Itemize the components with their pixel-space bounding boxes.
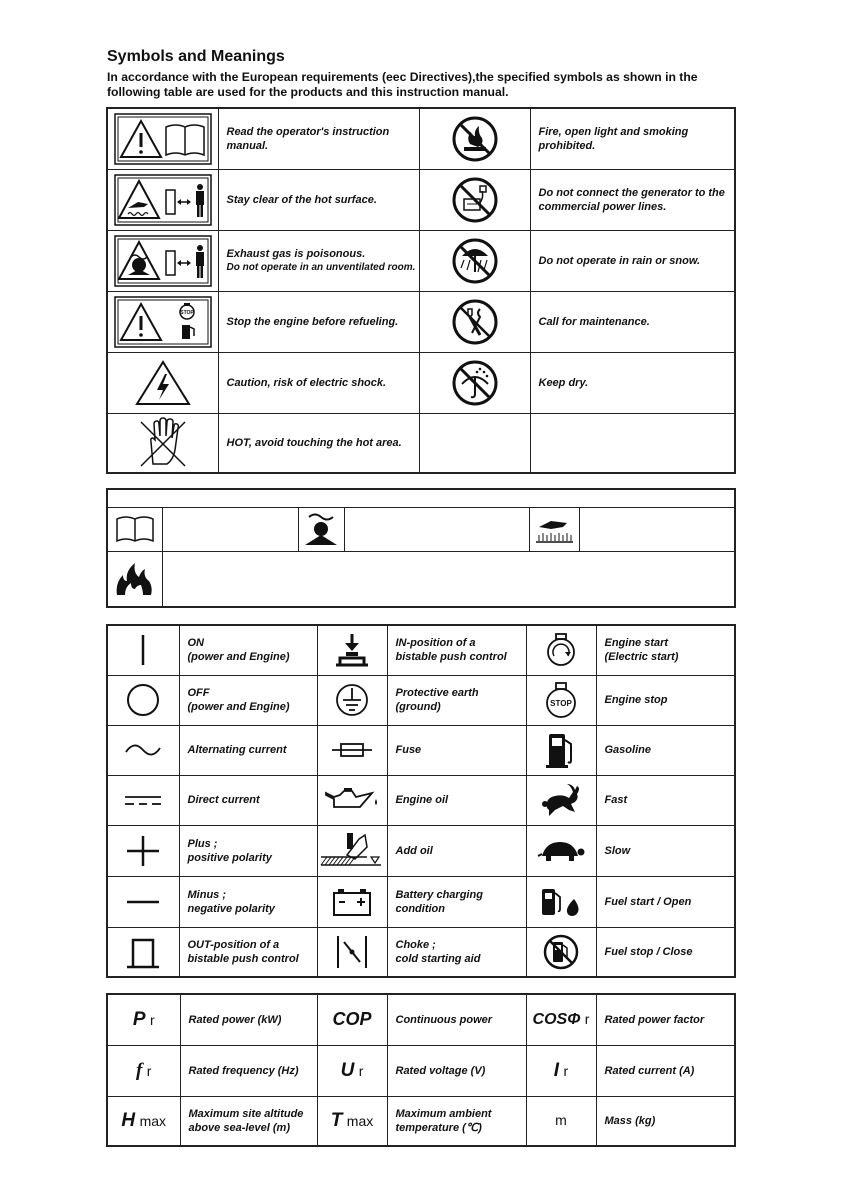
flame-icon — [113, 559, 157, 599]
rating-meaning: Maximum ambient temperature (℃) — [387, 1096, 526, 1146]
safety-meaning: Keep dry. — [530, 352, 735, 413]
table-row — [107, 994, 735, 1045]
engine-start-icon — [541, 630, 581, 670]
symbol-meaning: Minus ; negative polarity — [179, 876, 317, 927]
symbol-meaning: Alternating current — [179, 725, 317, 775]
off-symbol-icon — [123, 682, 163, 718]
table-row — [107, 291, 735, 352]
symbol-meaning: Protective earth (ground) — [387, 675, 526, 725]
symbol-meaning: IN-position of a bistable push control — [387, 625, 526, 675]
stop-before-refueling-icon — [114, 296, 212, 348]
table-row — [107, 927, 735, 977]
table-row — [107, 825, 735, 876]
symbol-meaning: Fuel start / Open — [596, 876, 735, 927]
rating-symbol: m — [526, 1096, 596, 1146]
on-symbol-icon — [123, 632, 163, 668]
read-manual-warning-icon — [114, 113, 212, 165]
fast-rabbit-icon — [539, 780, 583, 820]
rating-meaning: Maximum site altitude above sea-level (m) — [180, 1096, 317, 1146]
rating-symbol: I r — [526, 1045, 596, 1096]
rating-meaning: Rated current (A) — [596, 1045, 735, 1096]
rating-symbol: P r — [107, 994, 180, 1045]
rating-meaning: Mass (kg) — [596, 1096, 735, 1146]
control-symbols-table — [106, 624, 736, 978]
rating-meaning: Rated power factor — [596, 994, 735, 1045]
table-row — [107, 775, 735, 825]
book-icon — [115, 514, 155, 544]
safety-meaning: Do not operate in rain or snow. — [530, 230, 735, 291]
add-oil-icon — [319, 829, 385, 873]
rating-symbol: COSΦ r — [526, 994, 596, 1045]
push-out-position-icon — [123, 934, 163, 970]
symbol-meaning: Battery charging condition — [387, 876, 526, 927]
rating-meaning: Rated frequency (Hz) — [180, 1045, 317, 1096]
plus-icon — [123, 833, 163, 869]
hot-surface-warning-icon — [114, 174, 212, 226]
rating-symbol: H max — [107, 1096, 180, 1146]
table-row — [107, 507, 735, 551]
gasoline-pump-icon — [541, 730, 581, 770]
symbol-meaning: Choke ; cold starting aid — [387, 927, 526, 977]
rating-symbol: f r — [107, 1045, 180, 1096]
call-maintenance-icon — [450, 297, 500, 347]
direct-current-icon — [121, 790, 165, 810]
fuse-icon — [330, 740, 374, 760]
symbol-meaning: Fuel stop / Close — [596, 927, 735, 977]
symbol-meaning: Engine stop — [596, 675, 735, 725]
page-title: Symbols and Meanings — [107, 48, 285, 65]
hot-surface-hand-icon — [533, 513, 575, 545]
no-grid-connection-icon — [450, 175, 500, 225]
fuel-open-icon — [538, 885, 584, 919]
symbol-meaning: Add oil — [387, 825, 526, 876]
table-row — [107, 1096, 735, 1146]
keep-dry-icon — [450, 358, 500, 408]
no-fire-smoking-icon — [450, 114, 500, 164]
rating-meaning: Rated voltage (V) — [387, 1045, 526, 1096]
exhaust-gas-warning-icon — [114, 235, 212, 287]
push-in-position-icon — [332, 632, 372, 668]
no-rain-snow-icon — [450, 236, 500, 286]
stop-label: STOP — [550, 699, 572, 708]
table-row — [107, 413, 735, 473]
choke-icon — [332, 932, 372, 972]
symbol-meaning: Engine start (Electric start) — [596, 625, 735, 675]
exhaust-person-icon — [301, 511, 341, 547]
alternating-current-icon — [123, 740, 163, 760]
fuel-close-icon — [541, 932, 581, 972]
rating-symbol: U r — [317, 1045, 387, 1096]
safety-meaning: Do not connect the generator to the commercial power lines. — [530, 169, 735, 230]
safety-meaning: HOT, avoid touching the hot area. — [218, 413, 419, 473]
table-row — [107, 725, 735, 775]
engine-oil-icon — [322, 785, 382, 815]
intro-text: In accordance with the European requirements (eec Directives),the specified symbols as shown in the following table are used for the products and this instruction manual. — [107, 70, 698, 99]
symbol-meaning: Fast — [596, 775, 735, 825]
symbol-meaning: Plus ; positive polarity — [179, 825, 317, 876]
rating-symbols-table — [106, 993, 736, 1147]
table-row — [107, 1045, 735, 1096]
safety-meaning: Stop the engine before refueling. — [218, 291, 419, 352]
safety-symbols-table — [106, 107, 736, 474]
table-row — [107, 352, 735, 413]
engine-stop-icon — [541, 680, 581, 720]
table-row — [107, 169, 735, 230]
table-row — [107, 489, 735, 507]
table-row — [107, 876, 735, 927]
symbol-meaning: Gasoline — [596, 725, 735, 775]
protective-earth-icon — [332, 682, 372, 718]
safety-meaning: Read the operator's instruction manual. — [218, 108, 419, 169]
icon-legend-table — [106, 488, 736, 608]
rating-symbol: COP — [317, 994, 387, 1045]
symbol-meaning: Slow — [596, 825, 735, 876]
safety-meaning: Call for maintenance. — [530, 291, 735, 352]
slow-turtle-icon — [536, 836, 586, 866]
safety-meaning: Stay clear of the hot surface. — [218, 169, 419, 230]
safety-meaning: Exhaust gas is poisonous. Do not operate in an unventilated room. — [218, 230, 419, 291]
rating-meaning: Rated power (kW) — [180, 994, 317, 1045]
table-row — [107, 230, 735, 291]
table-row — [107, 625, 735, 675]
symbol-meaning: Direct current — [179, 775, 317, 825]
electric-shock-warning-icon — [133, 358, 193, 408]
symbol-meaning: Engine oil — [387, 775, 526, 825]
battery-charging-icon — [330, 885, 374, 919]
table-row — [107, 675, 735, 725]
rating-symbol: T max — [317, 1096, 387, 1146]
table-row — [107, 551, 735, 607]
safety-meaning: Caution, risk of electric shock. — [218, 352, 419, 413]
symbol-meaning: OUT-position of a bistable push control — [179, 927, 317, 977]
symbol-meaning: ON (power and Engine) — [179, 625, 317, 675]
stop-label: STOP — [179, 309, 194, 316]
safety-meaning: Fire, open light and smoking prohibited. — [530, 108, 735, 169]
rating-meaning: Continuous power — [387, 994, 526, 1045]
table-row — [107, 108, 735, 169]
minus-icon — [123, 892, 163, 912]
no-touch-hot-area-icon — [133, 416, 193, 470]
symbol-meaning: OFF (power and Engine) — [179, 675, 317, 725]
symbol-meaning: Fuse — [387, 725, 526, 775]
